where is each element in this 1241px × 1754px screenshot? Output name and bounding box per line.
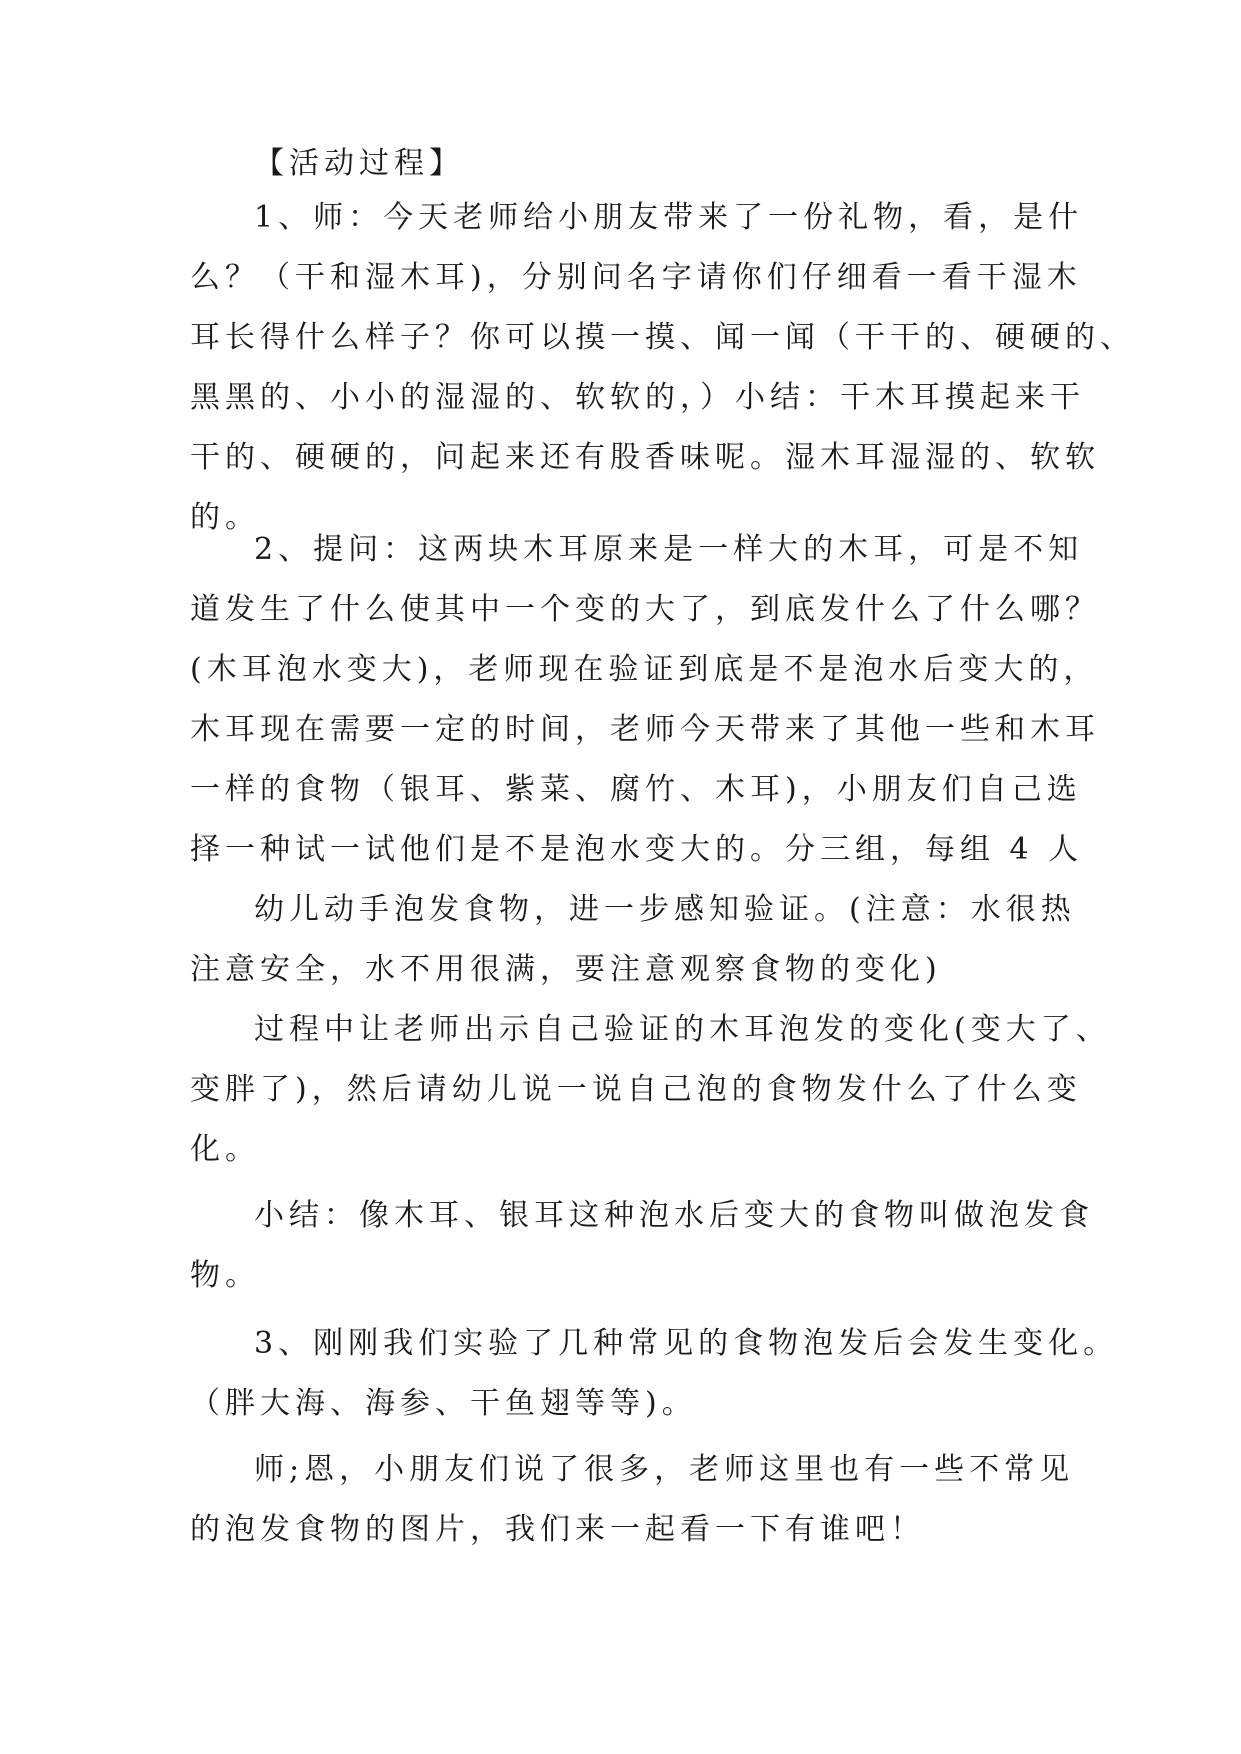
paragraph-step-2	[190, 520, 1100, 880]
text-line: 黑黑的、小小的湿湿的、软软的，）小结：干木耳摸起来干	[190, 380, 1085, 415]
text-line: 3、刚刚我们实验了几种常见的食物泡发后会发生变化。	[254, 1326, 1119, 1361]
text-line: 的。	[190, 500, 260, 535]
paragraph-step-3	[190, 1314, 1119, 1434]
paragraph-hands-on	[190, 880, 1076, 1000]
text-line: 耳长得什么样子？你可以摸一摸、闻一闻（干干的、硬硬的、	[190, 320, 1135, 355]
text-line: 一样的食物（银耳、紫菜、腐竹、木耳)，小朋友们自己选	[190, 772, 1082, 807]
text-line: 过程中让老师出示自己验证的木耳泡发的变化(变大了、	[254, 1012, 1111, 1047]
text-line: 的泡发食物的图片，我们来一起看一下有谁吧！	[190, 1512, 925, 1547]
text-line: 道发生了什么使其中一个变的大了，到底发什么了什么哪？	[190, 592, 1100, 627]
text-line: 物。	[190, 1258, 260, 1293]
text-line: 变胖了)，然后请幼儿说一说自己泡的食物发什么了什么变	[190, 1072, 1082, 1107]
text-line: 2、提问：这两块木耳原来是一样大的木耳，可是不知	[254, 532, 1084, 567]
text-line: (木耳泡水变大)，老师现在验证到底是不是泡水后变大的，	[190, 652, 1099, 687]
text-line: 小结：像木耳、银耳这种泡水后变大的食物叫做泡发食	[254, 1198, 1094, 1233]
paragraph-process	[190, 1000, 1111, 1180]
text-line: （胖大海、海参、干鱼翅等等)。	[190, 1386, 697, 1421]
text-line: 择一种试一试他们是不是泡水变大的。分三组，每组 4 人	[190, 832, 1084, 867]
text-line: 师;恩，小朋友们说了很多，老师这里也有一些不常见	[254, 1452, 1075, 1487]
paragraph-closing	[190, 1440, 1075, 1560]
text-line: 干的、硬硬的，问起来还有股香味呢。湿木耳湿湿的、软软	[190, 440, 1100, 475]
paragraph-step-1	[190, 188, 1135, 548]
text-line: 化。	[190, 1132, 260, 1167]
text-line: 木耳现在需要一定的时间，老师今天带来了其他一些和木耳	[190, 712, 1100, 747]
text-line: 幼儿动手泡发食物，进一步感知验证。(注意：水很热	[254, 892, 1076, 927]
text-line: 【活动过程】	[254, 146, 464, 181]
text-line: 么？（干和湿木耳)，分别问名字请你们仔细看一看干湿木	[190, 260, 1082, 295]
section-heading	[190, 134, 1070, 194]
text-line: 1、师：今天老师给小朋友带来了一份礼物，看，是什	[254, 200, 1084, 235]
text-line: 注意安全，水不用很满，要注意观察食物的变化)	[190, 952, 942, 987]
paragraph-summary	[190, 1186, 1094, 1306]
